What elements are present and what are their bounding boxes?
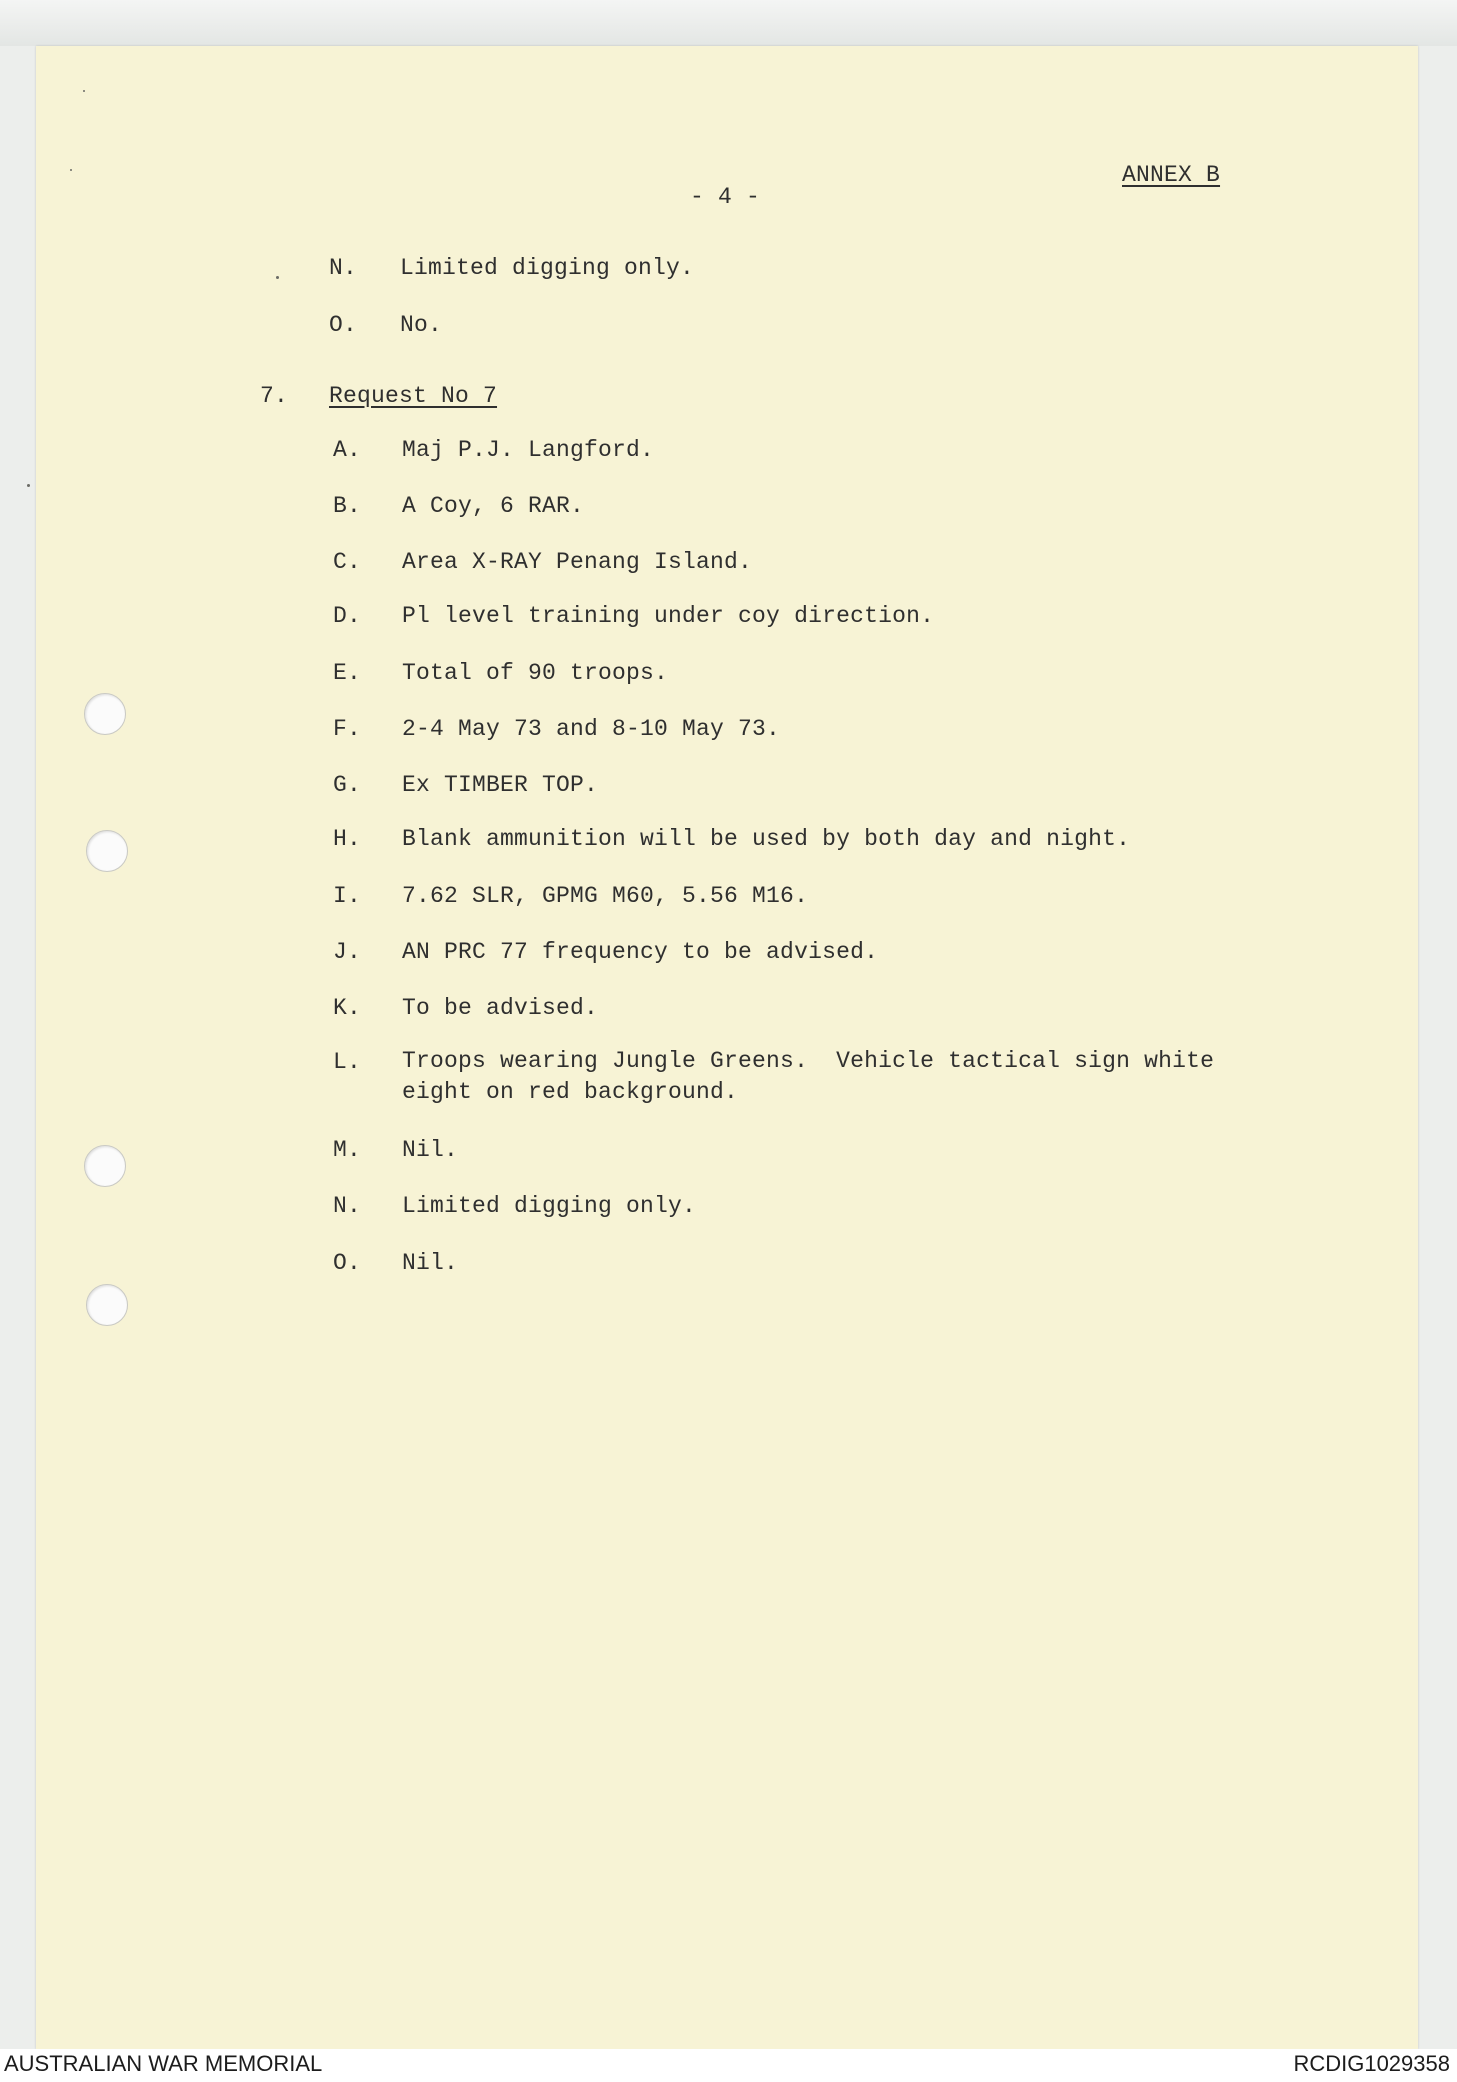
paper-speck <box>83 90 85 92</box>
item-letter: O. <box>333 1250 362 1276</box>
item-letter: L. <box>333 1049 362 1075</box>
item-text: Blank ammunition will be used by both day and night. <box>402 826 1131 852</box>
section-number: 7. <box>260 383 289 409</box>
item-text: A Coy, 6 RAR. <box>402 493 585 519</box>
item-text: Pl level training under coy direction. <box>402 603 935 629</box>
punch-hole <box>86 1284 128 1326</box>
paper-speck <box>27 484 30 487</box>
punch-hole <box>86 830 128 872</box>
item-letter: E. <box>333 660 362 686</box>
page-number: - 4 - <box>690 184 761 210</box>
item-text: Area X-RAY Penang Island. <box>402 549 753 575</box>
item-letter: I. <box>333 883 362 909</box>
item-letter: B. <box>333 493 362 519</box>
item-text: To be advised. <box>402 995 599 1021</box>
item-text: Total of 90 troops. <box>402 660 669 686</box>
footer-id: RCDIG1029358 <box>1293 2051 1450 2076</box>
footer-source: AUSTRALIAN WAR MEMORIAL <box>4 2051 323 2076</box>
item-text: Troops wearing Jungle Greens. Vehicle tactical sign white eight on red background. <box>402 1048 1215 1105</box>
item-text: Maj P.J. Langford. <box>402 437 655 463</box>
item-text: Nil. <box>402 1137 459 1163</box>
item-text: 2-4 May 73 and 8-10 May 73. <box>402 716 781 742</box>
item-text: Limited digging only. <box>400 255 695 281</box>
item-letter: N. <box>333 1193 362 1219</box>
paper-speck <box>70 169 72 171</box>
item-text: 7.62 SLR, GPMG M60, 5.56 M16. <box>402 883 809 909</box>
item-letter: F. <box>333 716 362 742</box>
punch-hole <box>84 693 126 735</box>
item-letter: A. <box>333 437 362 463</box>
item-letter: J. <box>333 939 362 965</box>
item-letter: O. <box>329 312 358 338</box>
item-letter: H. <box>333 826 362 852</box>
item-letter: D. <box>333 603 362 629</box>
item-letter: C. <box>333 549 362 575</box>
item-letter: G. <box>333 772 362 798</box>
item-letter: K. <box>333 995 362 1021</box>
item-letter: M. <box>333 1137 362 1163</box>
item-text: Nil. <box>402 1250 459 1276</box>
annex-label: ANNEX B <box>1122 162 1221 188</box>
item-text: No. <box>400 312 443 338</box>
item-text: Limited digging only. <box>402 1193 697 1219</box>
paper-speck <box>276 276 279 279</box>
scan-top-band <box>0 0 1457 46</box>
item-letter: N. <box>329 255 358 281</box>
section-heading: Request No 7 <box>329 383 498 409</box>
item-text: AN PRC 77 frequency to be advised. <box>402 939 879 965</box>
punch-hole <box>84 1145 126 1187</box>
item-text: Ex TIMBER TOP. <box>402 772 599 798</box>
